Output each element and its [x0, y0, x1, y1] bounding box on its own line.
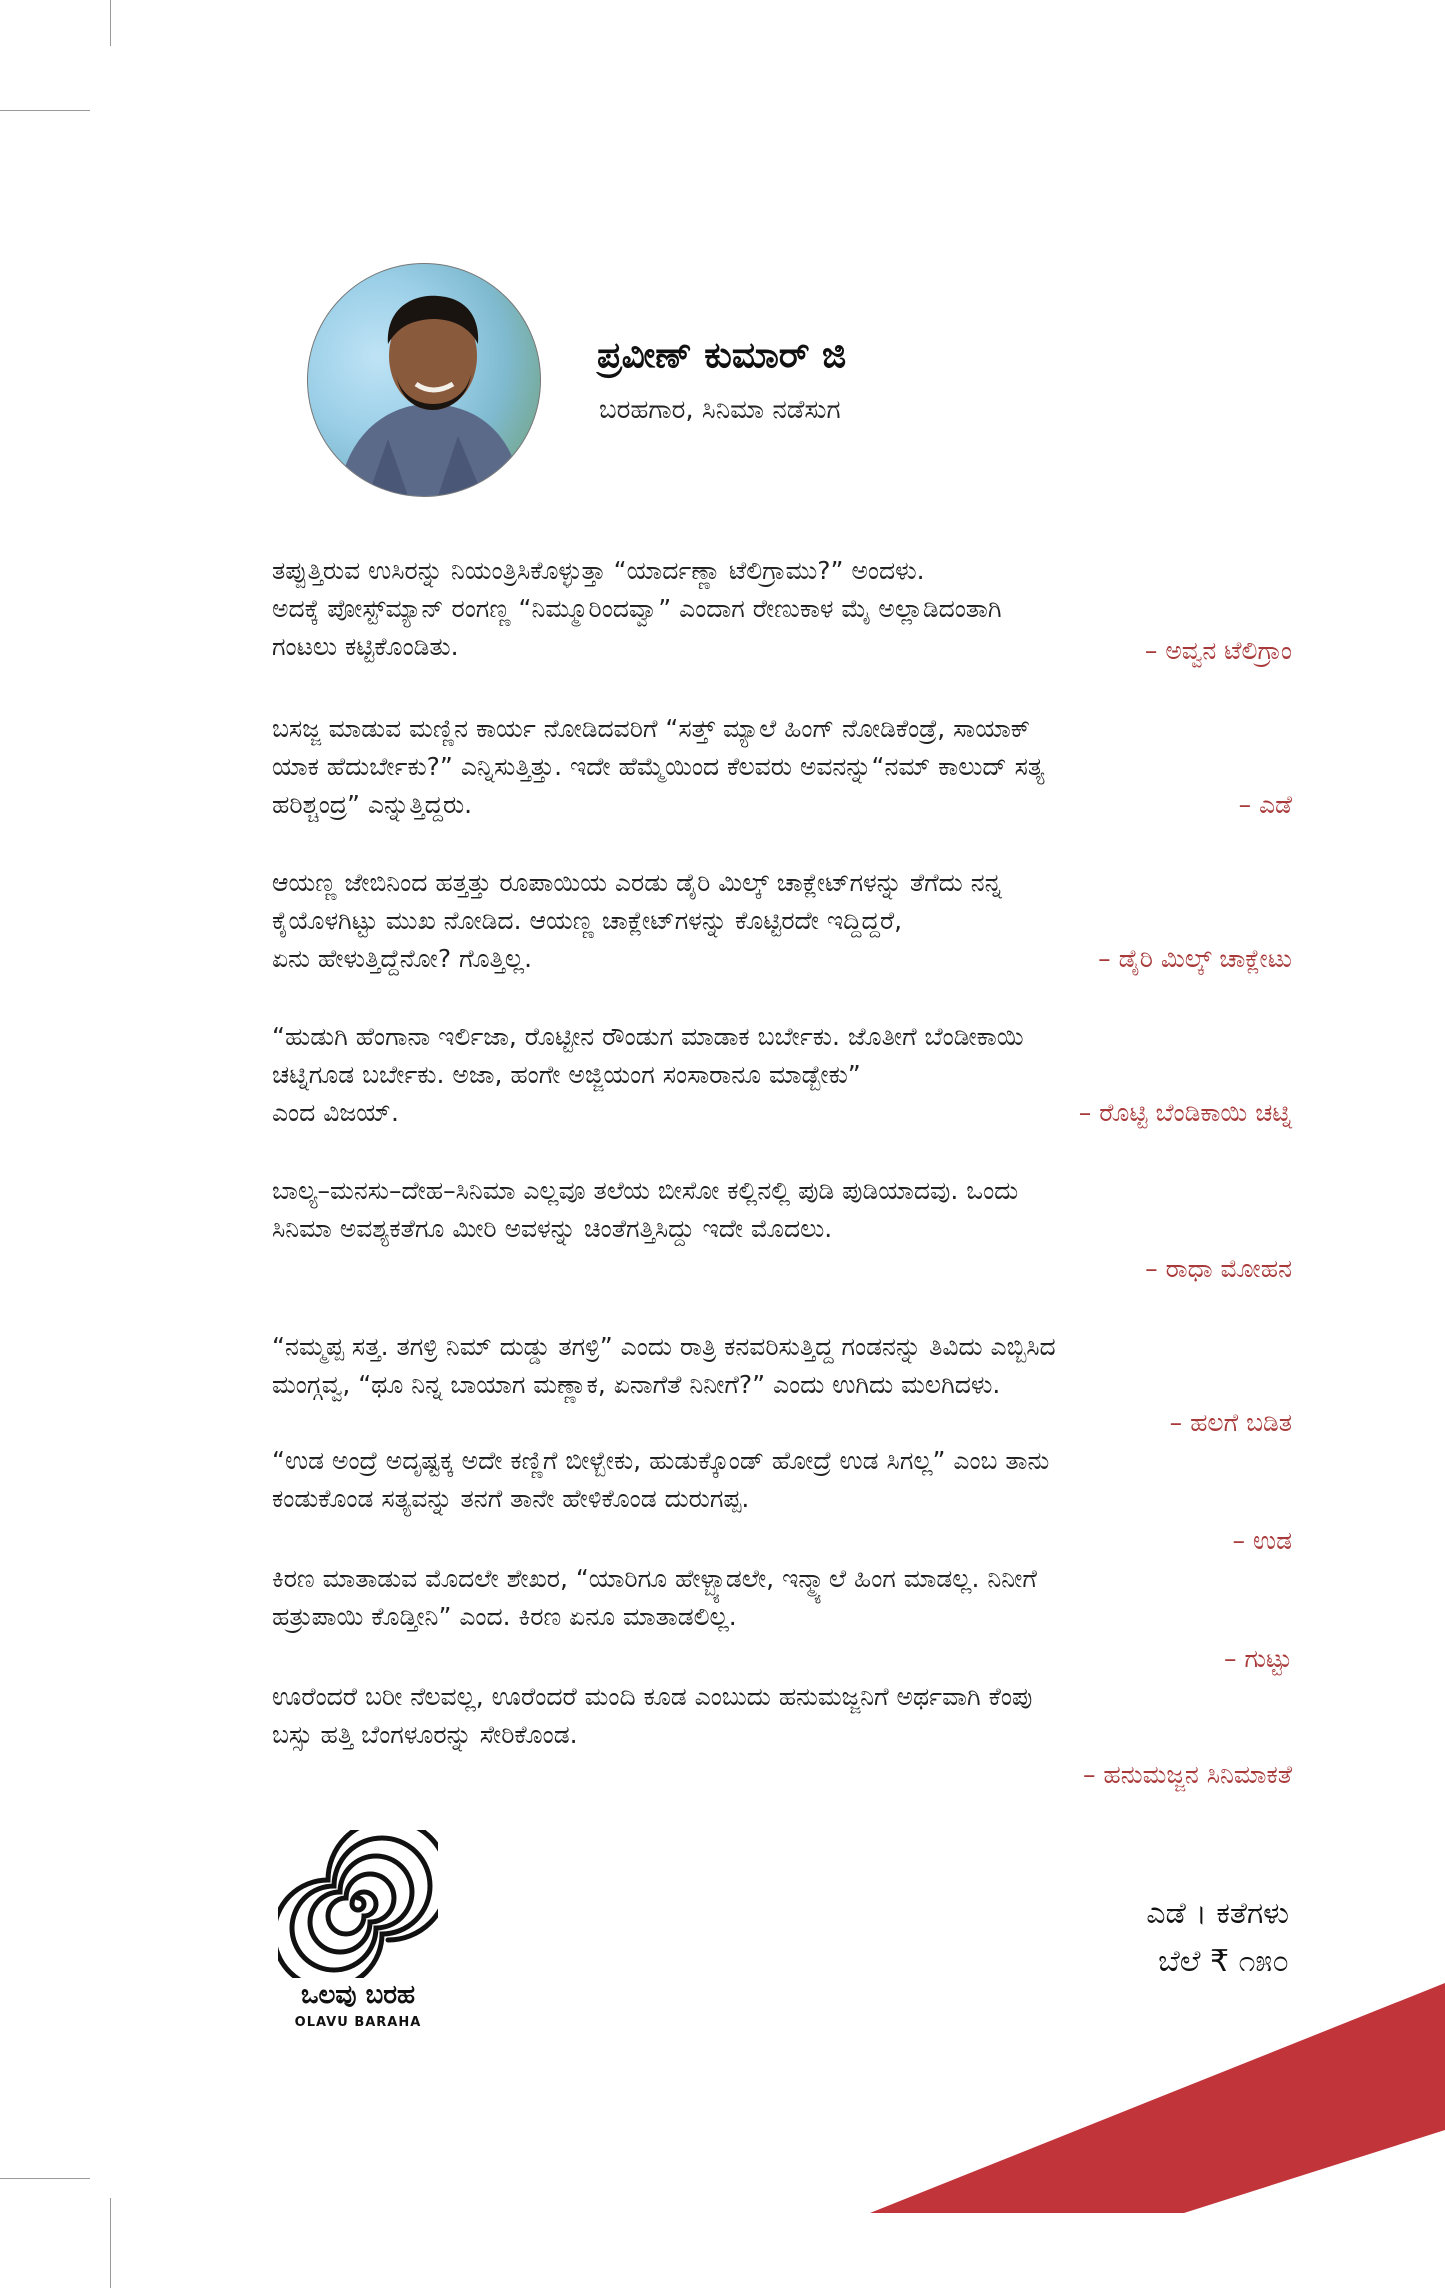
author-name: ಪ್ರವೀಣ್ ಕುಮಾರ್ ಜಿ [597, 335, 847, 376]
excerpt-source: – ರಾಧಾ ಮೋಹನ [1145, 1254, 1292, 1283]
crop-mark-top-vertical [110, 0, 111, 46]
excerpt-line: “ಹುಡುಗಿ ಹೆಂಗಾನಾ ಇರ್ಲಿಜಾ, ರೊಟ್ಟೀನ ರೌಂಡುಗ ಮಾಡಾಕ ಬರ್ಬೇಕು. ಜೊತೀಗೆ ಬೆಂಡೀಕಾಯಿ [272, 1022, 1024, 1051]
person-icon [308, 264, 540, 496]
excerpt-source: – ಹಲಗೆ ಬಡಿತ [1169, 1408, 1292, 1437]
excerpt-line: ಬಸ್ಸು ಹತ್ತಿ ಬೆಂಗಳೂರನ್ನು ಸೇರಿಕೊಂಡ. [272, 1720, 578, 1749]
book-price: ಬೆಲೆ ₹ ೧೫೦ [1158, 1944, 1289, 1979]
excerpt-4 [272, 1018, 1292, 1132]
excerpt-line: ಗಂಟಲು ಕಟ್ಟಿಕೊಂಡಿತು. [272, 632, 459, 661]
excerpt-source: – ಗುಟ್ಟು [1224, 1644, 1292, 1673]
excerpt-line: ಬಸಜ್ಜ ಮಾಡುವ ಮಣ್ಣಿನ ಕಾರ್ಯ ನೋಡಿದವರಿಗೆ “ಸತ್ತ್ ಮ್ಯಾಲೆ ಹಿಂಗ್ ನೋಡಿಕೆಂಡ್ರೆ, ಸಾಯಾಕ್ [272, 714, 1031, 743]
excerpt-line: ಕಿರಣ ಮಾತಾಡುವ ಮೊದಲೇ ಶೇಖರ, “ಯಾರಿಗೂ ಹೇಳ್ಬ್ಯಾಡಲೇ, ಇನ್ಮ್ಯಾಲೆ ಹಿಂಗ ಮಾಡಲ್ಲ. ನಿನೀಗೆ [272, 1564, 1037, 1593]
excerpt-source: – ಎಡೆ [1238, 790, 1292, 819]
excerpt-source: – ಅವ್ವನ ಟೆಲಿಗ್ರಾಂ [1144, 636, 1292, 665]
author-photo [307, 263, 541, 497]
excerpt-5 [272, 1172, 1292, 1288]
publisher-name-english: OLAVU BARAHA [294, 2015, 422, 2030]
book-meta [1146, 1890, 1289, 1986]
crop-mark-bottom-vertical [110, 2198, 111, 2288]
crop-mark-top-horizontal [0, 110, 90, 111]
excerpt-line: ಆಯಣ್ಣ ಜೇಬಿನಿಂದ ಹತ್ತತ್ತು ರೂಪಾಯಿಯ ಎರಡು ಡೈರಿ ಮಿಲ್ಕ್ ಚಾಕ್ಲೇಟ್‌ಗಳನ್ನು ತೆಗೆದು ನನ್ನ [272, 868, 1002, 897]
excerpt-6 [272, 1328, 1292, 1442]
excerpt-source: – ರೊಟ್ಟಿ ಬೆಂಡಿಕಾಯಿ ಚಟ್ನಿ [1078, 1098, 1292, 1127]
excerpt-line: ಏನು ಹೇಳುತ್ತಿದ್ದೆನೋ? ಗೊತ್ತಿಲ್ಲ. [272, 944, 533, 973]
excerpt-1 [272, 552, 1292, 670]
book-title-genre: ಎಡೆ । ಕತೆಗಳು [1146, 1896, 1289, 1931]
crop-mark-bottom-horizontal [0, 2178, 90, 2179]
excerpt-line: ಕೈಯೊಳಗಿಟ್ಟು ಮುಖ ನೋಡಿದ. ಆಯಣ್ಣ ಚಾಕ್ಲೇಟ್‌ಗಳನ್ನು ಕೊಟ್ಟಿರದೇ ಇದ್ದಿದ್ದರೆ, [272, 906, 903, 935]
spiral-icon [278, 1830, 438, 1978]
excerpt-line: ಕಂಡುಕೊಂಡ ಸತ್ಯವನ್ನು ತನಗೆ ತಾನೇ ಹೇಳಿಕೊಂಡ ದುರುಗಪ್ಪ. [272, 1484, 750, 1513]
excerpt-3 [272, 864, 1292, 978]
excerpts-list [272, 552, 1292, 1794]
publisher-name-kannada: ಒಲವು ಬರಹ [301, 1980, 415, 2010]
excerpt-line: ತಪ್ಪುತ್ತಿರುವ ಉಸಿರನ್ನು ನಿಯಂತ್ರಿಸಿಕೊಳ್ಳುತ್ತಾ “ಯಾರ್ದಣ್ಣಾ ಟೆಲಿಗ್ರಾಮು?” ಅಂದಳು. [272, 556, 925, 585]
excerpt-line: ಮಂಗ್ಗವ್ವ, “ಥೂ ನಿನ್ನ ಬಾಯಾಗ ಮಣ್ಣಾಕ, ಏನಾಗೆತೆ ನಿನೀಗೆ?” ಎಂದು ಉಗಿದು ಮಲಗಿದಳು. [272, 1370, 1001, 1399]
excerpt-source: – ಹನುಮಜ್ಜನ ಸಿನಿಮಾಕತೆ [1082, 1760, 1292, 1789]
excerpt-line: ಅದಕ್ಕೆ ಪೋಸ್ಟ್‌ಮ್ಯಾನ್ ರಂಗಣ್ಣ “ನಿಮ್ಮೂರಿಂದವ್ವಾ” ಎಂದಾಗ ರೇಣುಕಾಳ ಮೈ ಅಲ್ಲಾಡಿದಂತಾಗಿ [272, 594, 1002, 623]
author-role: ಬರಹಗಾರ, ಸಿನಿಮಾ ನಡೆಸುಗ [599, 395, 841, 425]
excerpt-line: ಹತ್ರುಪಾಯಿ ಕೊಡ್ತೀನಿ” ಎಂದ. ಕಿರಣ ಏನೂ ಮಾತಾಡಲಿಲ್ಲ. [272, 1602, 737, 1631]
excerpt-2 [272, 710, 1292, 824]
excerpt-line: ಯಾಕ ಹೆದುರ್ಬೇಕು?” ಎನ್ನಿಸುತ್ತಿತ್ತು. ಇದೇ ಹೆಮ್ಮೆಯಿಂದ ಕೆಲವರು ಅವನನ್ನು“ನಮ್ ಕಾಲುದ್ ಸತ್ಯ [272, 752, 1045, 781]
excerpt-line: ಚಟ್ನಿಗೂಡ ಬರ್ಬೇಕು. ಅಜಾ, ಹಂಗೇ ಅಜ್ಜಿಯಂಗ ಸಂಸಾರಾನೂ ಮಾಡ್ಬೇಕು” [272, 1060, 861, 1089]
excerpt-line: “ನಮ್ಮಪ್ಪ ಸತ್ತ. ತಗಳ್ರಿ ನಿಮ್ ದುಡ್ಡು ತಗಳ್ರಿ” ಎಂದು ರಾತ್ರಿ ಕನವರಿಸುತ್ತಿದ್ದ ಗಂಡನನ್ನು ತಿವಿದು ಎಬ್ಬಿಸಿದ [272, 1332, 1056, 1361]
excerpt-9 [272, 1678, 1292, 1794]
excerpt-line: ಊರೆಂದರೆ ಬರೀ ನೆಲವಲ್ಲ, ಊರೆಂದರೆ ಮಂದಿ ಕೂಡ ಎಂಬುದು ಹನುಮಜ್ಜನಿಗೆ ಅರ್ಥವಾಗಿ ಕೆಂಪು [272, 1682, 1033, 1711]
excerpt-source: – ಉಡ [1232, 1526, 1292, 1555]
excerpt-source: – ಡೈರಿ ಮಿಲ್ಕ್ ಚಾಕ್ಲೇಟು [1098, 944, 1292, 973]
excerpt-line: ಬಾಲ್ಯ–ಮನಸು–ದೇಹ–ಸಿನಿಮಾ ಎಲ್ಲವೂ ತಲೆಯ ಬೀಸೋ ಕಲ್ಲಿನಲ್ಲಿ ಪುಡಿ ಪುಡಿಯಾದವು. ಒಂದು [272, 1176, 1019, 1205]
excerpt-line: “ಉಡ ಅಂದ್ರೆ ಅದೃಷ್ಟಕ್ಕ ಅದೇ ಕಣ್ಣಿಗೆ ಬೀಳ್ಬೇಕು, ಹುಡುಕ್ಕೊಂಡ್ ಹೋದ್ರೆ ಉಡ ಸಿಗಲ್ಲ” ಎಂಬ ತಾನು [272, 1446, 1050, 1475]
excerpt-line: ಹರಿಶ್ಚಂದ್ರ” ಎನ್ನುತ್ತಿದ್ದರು. [272, 790, 473, 819]
publisher-logo [278, 1830, 438, 2030]
excerpt-line: ಸಿನಿಮಾ ಅವಶ್ಯಕತೆಗೂ ಮೀರಿ ಅವಳನ್ನು ಚಿಂತೆಗತ್ತಿಸಿದ್ದು ಇದೇ ಮೊದಲು. [272, 1214, 833, 1243]
excerpt-line: ಎಂದ ವಿಜಯ್. [272, 1098, 399, 1127]
excerpt-7 [272, 1442, 1292, 1560]
excerpt-8 [272, 1560, 1292, 1678]
